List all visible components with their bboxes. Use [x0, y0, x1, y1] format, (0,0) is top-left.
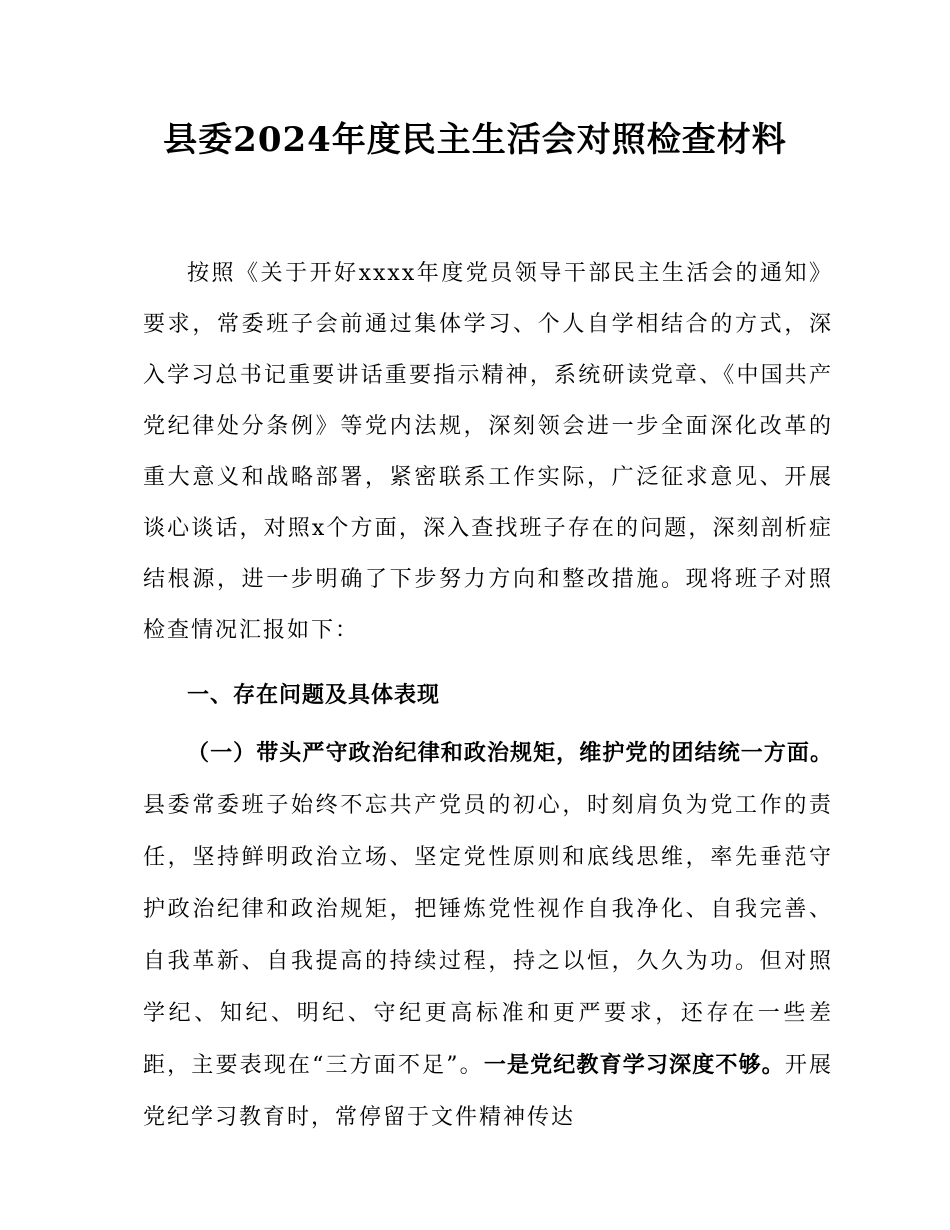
- document-title: 县委2024年度民主生活会对照检查材料: [163, 120, 787, 160]
- subsection-text-1: 县委常委班子始终不忘共产党员的初心，时刻肩负为党工作的责任，坚持鲜明政治立场、坚定党性原则和底线思维，率先垂范守护政治纪律和政治规矩，把锤炼党性视作自我净化、自我完善、自我革新、自我提高的持续过程，持之以恒，久久为功。但对照学纪、知纪、明纪、守纪更高标准和更严要求，还存在一些差距，主要表现在“三方面不足”。: [143, 793, 833, 1078]
- point-heading-1: 一是党纪教育学习深度不够。: [483, 1053, 785, 1078]
- document-body: [143, 248, 833, 1144]
- subsection-paragraph-1: [143, 728, 833, 1144]
- intro-paragraph: 按照《关于开好xxxx年度党员领导干部民主生活会的通知》要求，常委班子会前通过集体学习、个人自学相结合的方式，深入学习总书记重要讲话重要指示精神，系统研读党章、《中国共产党纪律处分条例》等党内法规，深刻领会进一步全面深化改革的重大意义和战略部署，紧密联系工作实际，广泛征求意见、开展谈心谈话，对照x个方面，深入查找班子存在的问题，深刻剖析症结根源，进一步明确了下步努力方向和整改措施。现将班子对照检查情况汇报如下：: [143, 261, 833, 643]
- point-text-1: 开展党纪学习教育时，常停留于文件精神传达: [143, 1053, 833, 1130]
- subsection-heading-1: （一）带头严守政治纪律和政治规矩，维护党的团结统一方面。: [187, 741, 833, 766]
- section-heading-1: 一、存在问题及具体表现: [187, 683, 441, 708]
